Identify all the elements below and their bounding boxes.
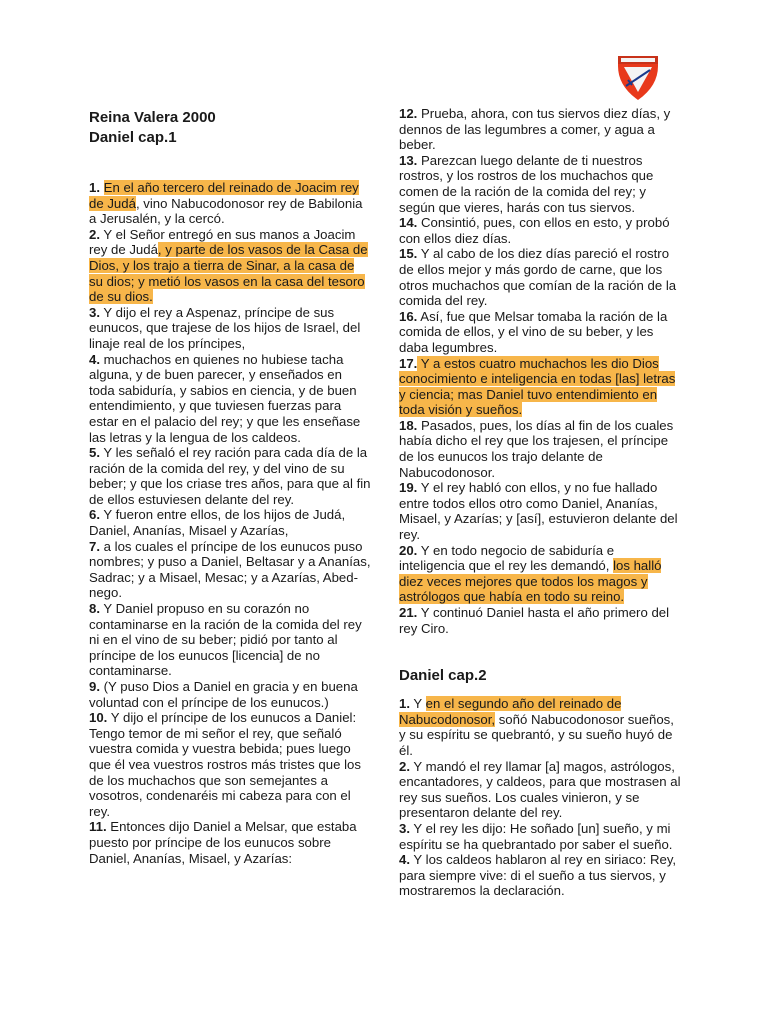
verse <box>89 710 371 819</box>
verse-text: Y al cabo de los diez días pareció el rostro de ellos mejor y más gordo de carne, que los otros muchachos que comían de la ración de la comida del rey. <box>399 246 677 309</box>
verse-text: Y el rey habló con ellos, y no fue hallado entre todos ellos otro como Daniel, Ananías, Misael, y Azarías; y [así], estuvieron delante del rey. <box>399 480 678 543</box>
highlighted-text: , y parte de los vasos de la Casa de Dios, y los trajo a tierra de Sinar, a la casa de su dios; y metió los vasos en la casa del tesoro de su dios. <box>89 242 368 305</box>
verse-number: 11. <box>89 819 107 835</box>
verse-text: Y mandó el rey llamar [a] magos, astrólogos, encantadores, y caldeos, para que mostrasen al rey sus sueños. Los cuales vinieron, y se presentaron delante del rey. <box>399 758 681 821</box>
right-column <box>399 106 681 899</box>
verse-number: 4. <box>89 351 100 367</box>
verse <box>89 445 371 507</box>
verse-number: 2. <box>399 758 410 774</box>
verse <box>399 106 681 153</box>
verse-list-2 <box>399 696 681 899</box>
verse-number: 2. <box>89 226 100 242</box>
verse-number: 7. <box>89 538 100 554</box>
verse <box>399 759 681 821</box>
verse-text: Consintió, pues, con ellos en esto, y probó con ellos diez días. <box>399 215 670 246</box>
verse <box>89 601 371 679</box>
highlighted-text: en el segundo año del reinado de Nabucodonosor, <box>399 696 622 727</box>
verse-text: Y el Señor entregó en sus manos a Joacim rey de Judá <box>89 226 356 258</box>
verse <box>89 507 371 538</box>
verse-text: Y dijo el rey a Aspenaz, príncipe de sus eunucos, que trajese de los hijos de Israel, del linaje real de los príncipes, <box>89 304 361 351</box>
verse-number: 3. <box>89 304 100 320</box>
chapter-heading: Daniel cap.1 <box>89 129 177 146</box>
verse-number: 18. <box>399 417 418 433</box>
verse-number: 16. <box>399 308 418 324</box>
verse-text: Y Daniel propuso en su corazón no contaminarse en la ración de la comida del rey ni en el vino de su beber; pidió por tanto al príncipe de los eunucos [licencia] de no contaminarse. <box>89 601 362 679</box>
verse-text: Y en todo negocio de sabiduría e inteligencia que el rey les demandó, <box>399 542 615 574</box>
verse <box>399 418 681 480</box>
highlighted-text: Y a estos cuatro muchachos les dio Dios conocimiento e inteligencia en todas [las] letras y ciencia; mas Daniel tuvo entendimiento en toda visión y sueños. <box>399 355 676 418</box>
verse <box>89 539 371 601</box>
verse <box>399 696 681 758</box>
verse <box>89 180 371 227</box>
verse <box>399 309 681 356</box>
verse-text: (Y puso Dios a Daniel en gracia y en buena voluntad con el príncipe de los eunucos.) <box>89 679 358 710</box>
verse <box>89 305 371 352</box>
verse-number: 6. <box>89 507 100 523</box>
verse <box>89 679 371 710</box>
verse-number: 8. <box>89 601 100 617</box>
verse-number: 1. <box>399 696 410 712</box>
verse-text: soñó Nabucodonosor sueños, y su espíritu se quebrantó, y su sueño huyó de él. <box>399 711 674 758</box>
verse-number: 19. <box>399 480 418 496</box>
verse-number: 15. <box>399 246 418 262</box>
verse <box>399 605 681 636</box>
verse <box>399 821 681 852</box>
verse-text: Y les señaló el rey ración para cada día de la ración de la comida del rey, y del vino de su beber; y que los criase tres años, para que al fin de ellos estuviesen delante del rey. <box>89 445 371 507</box>
verse-number: 14. <box>399 215 418 231</box>
verse-text: , vino Nabucodonosor rey de Babilonia a Jerusalén, y la cercó. <box>89 195 363 227</box>
verse <box>89 352 371 446</box>
verse-number: 3. <box>399 820 410 836</box>
verse-text: Y dijo el príncipe de los eunucos a Daniel: Tengo temor de mi señor el rey, que señaló vuestra comida y vuestra bebida; pues luego que él vea vuestros rostros más tristes que los de los muchachos que son semejantes a vosotros, condenaréis mi cabeza para con el rey. <box>89 710 361 819</box>
verse <box>399 852 681 899</box>
verse-text: a los cuales el príncipe de los eunucos puso nombres; y puso a Daniel, Beltasar y a Ananías, Sadrac; y a Misael, Mesac; y a Azarías, Abed-nego. <box>89 538 371 601</box>
verse-number: 4. <box>399 852 410 868</box>
verse-text: Y <box>410 696 426 712</box>
chapter-heading-2: Daniel cap.2 <box>399 667 487 685</box>
verse-text: Y los caldeos hablaron al rey en siriaco: Rey, para siempre vive: di el sueño a tus siervos, y mostraremos la declaración. <box>399 852 677 899</box>
verse-number: 13. <box>399 152 418 168</box>
left-column <box>89 108 371 866</box>
verse-number: 5. <box>89 445 100 461</box>
verse-list <box>399 106 681 636</box>
verse-number: 12. <box>399 106 418 121</box>
verse <box>399 480 681 542</box>
verse-text: Parezcan luego delante de ti nuestros rostros, y los rostros de los muchachos que comen de la ración de la comida del rey; y según que vieres, harás con tus siervos. <box>399 152 654 215</box>
verse-number: 17. <box>399 355 418 371</box>
verse-text: Entonces dijo Daniel a Melsar, que estaba puesto por príncipe de los eunucos sobre Daniel, Ananías, Misael, y Azarías: <box>89 819 357 866</box>
verse-number: 10. <box>89 710 108 726</box>
verse <box>399 543 681 605</box>
highlighted-text: En el año tercero del reinado de Joacim rey de Judá <box>89 180 359 211</box>
verse-number: 9. <box>89 679 100 694</box>
verse-text: Y fueron entre ellos, de los hijos de Judá, Daniel, Ananías, Misael y Azarías, <box>89 507 346 539</box>
verse-text: Y continuó Daniel hasta el año primero del rey Ciro. <box>399 605 670 636</box>
verse-text: Prueba, ahora, con tus siervos diez días, y dennos de las legumbres a comer, y agua a beber. <box>399 106 671 153</box>
verse <box>399 215 681 246</box>
verse <box>399 153 681 215</box>
verse-text: muchachos en quienes no hubiese tacha alguna, y de buen parecer, y enseñados en toda sabiduría, y sabios en ciencia, y de buen entendimiento, y que tuviesen fuerzas para estar en el palacio del rey; y que les enseñase las letras y la lengua de los caldeos. <box>89 351 361 445</box>
verse-text: Y el rey les dijo: He soñado [un] sueño, y mi espíritu se ha quebrantado por saber el sueño. <box>399 820 673 852</box>
verse <box>399 246 681 308</box>
verse-text: Así, fue que Melsar tomaba la ración de la comida de ellos, y el vino de su beber, y les daba legumbres. <box>399 308 668 355</box>
verse <box>399 356 681 418</box>
verse-number: 20. <box>399 542 418 558</box>
verse-number: 21. <box>399 605 418 620</box>
verse <box>89 227 371 305</box>
verse-text: Pasados, pues, los días al fin de los cuales había dicho el rey que los trajesen, el príncipe de los eunucos los trajo delante de Nabucodonosor. <box>399 417 674 480</box>
verse <box>89 819 371 866</box>
verse-number: 1. <box>89 180 100 195</box>
verse-list <box>89 180 371 866</box>
highlighted-text: los halló diez veces mejores que todos los magos y astrólogos que había en todo su reino. <box>399 558 662 605</box>
version-title: Reina Valera 2000 <box>89 109 216 126</box>
conquistadores-logo <box>616 52 660 102</box>
